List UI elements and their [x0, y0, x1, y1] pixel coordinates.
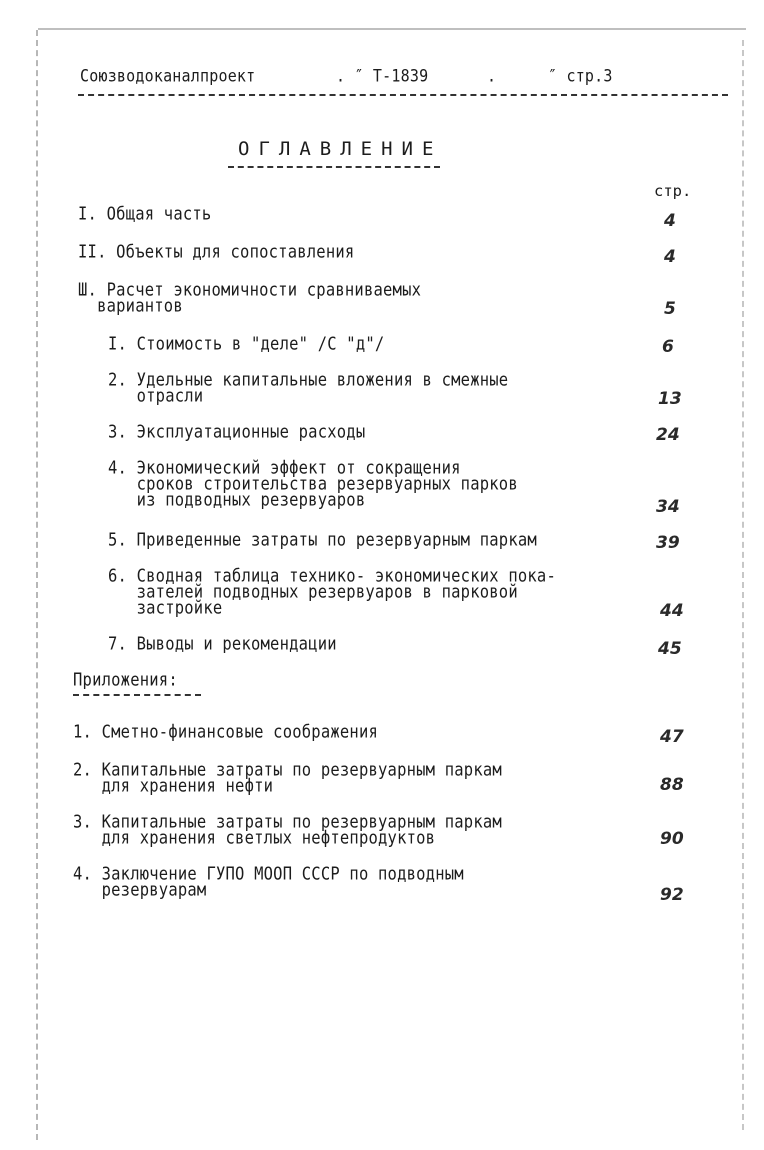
- toc-item-3-4-line-2: сроков строительства резервуарных парков: [108, 473, 518, 494]
- appendix-item-4-page: 92: [660, 885, 684, 905]
- page-title: ОГЛАВЛЕНИЕ: [238, 138, 443, 160]
- appendix-item-2-line-1: 2. Капитальные затраты по резервуарным паркам: [73, 759, 502, 780]
- appendix-item-3-line-2: для хранения светлых нефтепродуктов: [73, 827, 436, 848]
- toc-item-3-7: 7. Выводы и рекомендации: [108, 633, 337, 654]
- scan-edge-top: [38, 28, 746, 30]
- page-column-label: стр.: [654, 182, 692, 200]
- header-divider: [78, 94, 728, 96]
- toc-item-3-6-line-3: застройке: [108, 597, 223, 618]
- toc-item-3-3: 3. Эксплуатационные расходы: [108, 421, 366, 442]
- toc-item-3-6-line-1: 6. Сводная таблица технико- экономических пока-: [108, 565, 556, 586]
- toc-item-2: II. Объекты для сопоставления: [78, 241, 355, 262]
- toc-item-1: I. Общая часть: [78, 203, 212, 224]
- toc-item-3-2-page: 13: [658, 389, 682, 409]
- appendix-item-1-page: 47: [660, 727, 684, 747]
- toc-item-3-1: I. Стоимость в "деле" /С "д"/: [108, 333, 385, 354]
- toc-item-1-page: 4: [664, 211, 676, 231]
- header-org: Союзводоканалпроект: [80, 65, 256, 86]
- toc-item-3-5-page: 39: [656, 533, 680, 553]
- toc-item-3-7-page: 45: [658, 639, 682, 659]
- appendix-underline: [73, 694, 201, 696]
- scan-edge-right: [742, 40, 744, 1130]
- appendix-item-2-line-2: для хранения нефти: [73, 775, 274, 796]
- title-underline: [228, 166, 440, 168]
- appendix-item-4-line-1: 4. Заключение ГУПО МООП СССР по подводным: [73, 863, 464, 884]
- toc-item-3-2-line-2: отрасли: [108, 385, 204, 406]
- toc-item-3-4-page: 34: [656, 497, 680, 517]
- header-page: ″ стр.3: [548, 65, 613, 86]
- toc-item-3-line-2: вариантов: [78, 295, 183, 316]
- toc-item-2-page: 4: [664, 247, 676, 267]
- appendix-item-1: 1. Сметно-финансовые соображения: [73, 721, 379, 742]
- toc-item-3-5: 5. Приведенные затраты по резервуарным паркам: [108, 529, 537, 550]
- toc-item-3-6-page: 44: [660, 601, 684, 621]
- appendix-item-3-page: 90: [660, 829, 684, 849]
- toc-item-3-2-line-1: 2. Удельные капитальные вложения в смежные: [108, 369, 509, 390]
- toc-item-3-line-1: Ш. Расчет экономичности сравниваемых: [78, 279, 422, 300]
- scan-edge-left: [36, 30, 38, 1140]
- appendix-heading: Приложения:: [73, 669, 178, 690]
- toc-item-3-1-page: 6: [662, 337, 674, 357]
- toc-item-3-4-line-3: из подводных резервуаров: [108, 489, 366, 510]
- toc-item-3-page: 5: [664, 299, 676, 319]
- toc-item-3-6-line-2: зателей подводных резервуаров в парковой: [108, 581, 518, 602]
- header-dot: .: [487, 65, 497, 86]
- appendix-item-4-line-2: резервуарам: [73, 879, 207, 900]
- toc-item-3-4-line-1: 4. Экономический эффект от сокращения: [108, 457, 461, 478]
- toc-item-3-3-page: 24: [656, 425, 680, 445]
- header-doc-number: . ″ Т-1839: [336, 65, 429, 86]
- appendix-item-2-page: 88: [660, 775, 684, 795]
- appendix-item-3-line-1: 3. Капитальные затраты по резервуарным паркам: [73, 811, 502, 832]
